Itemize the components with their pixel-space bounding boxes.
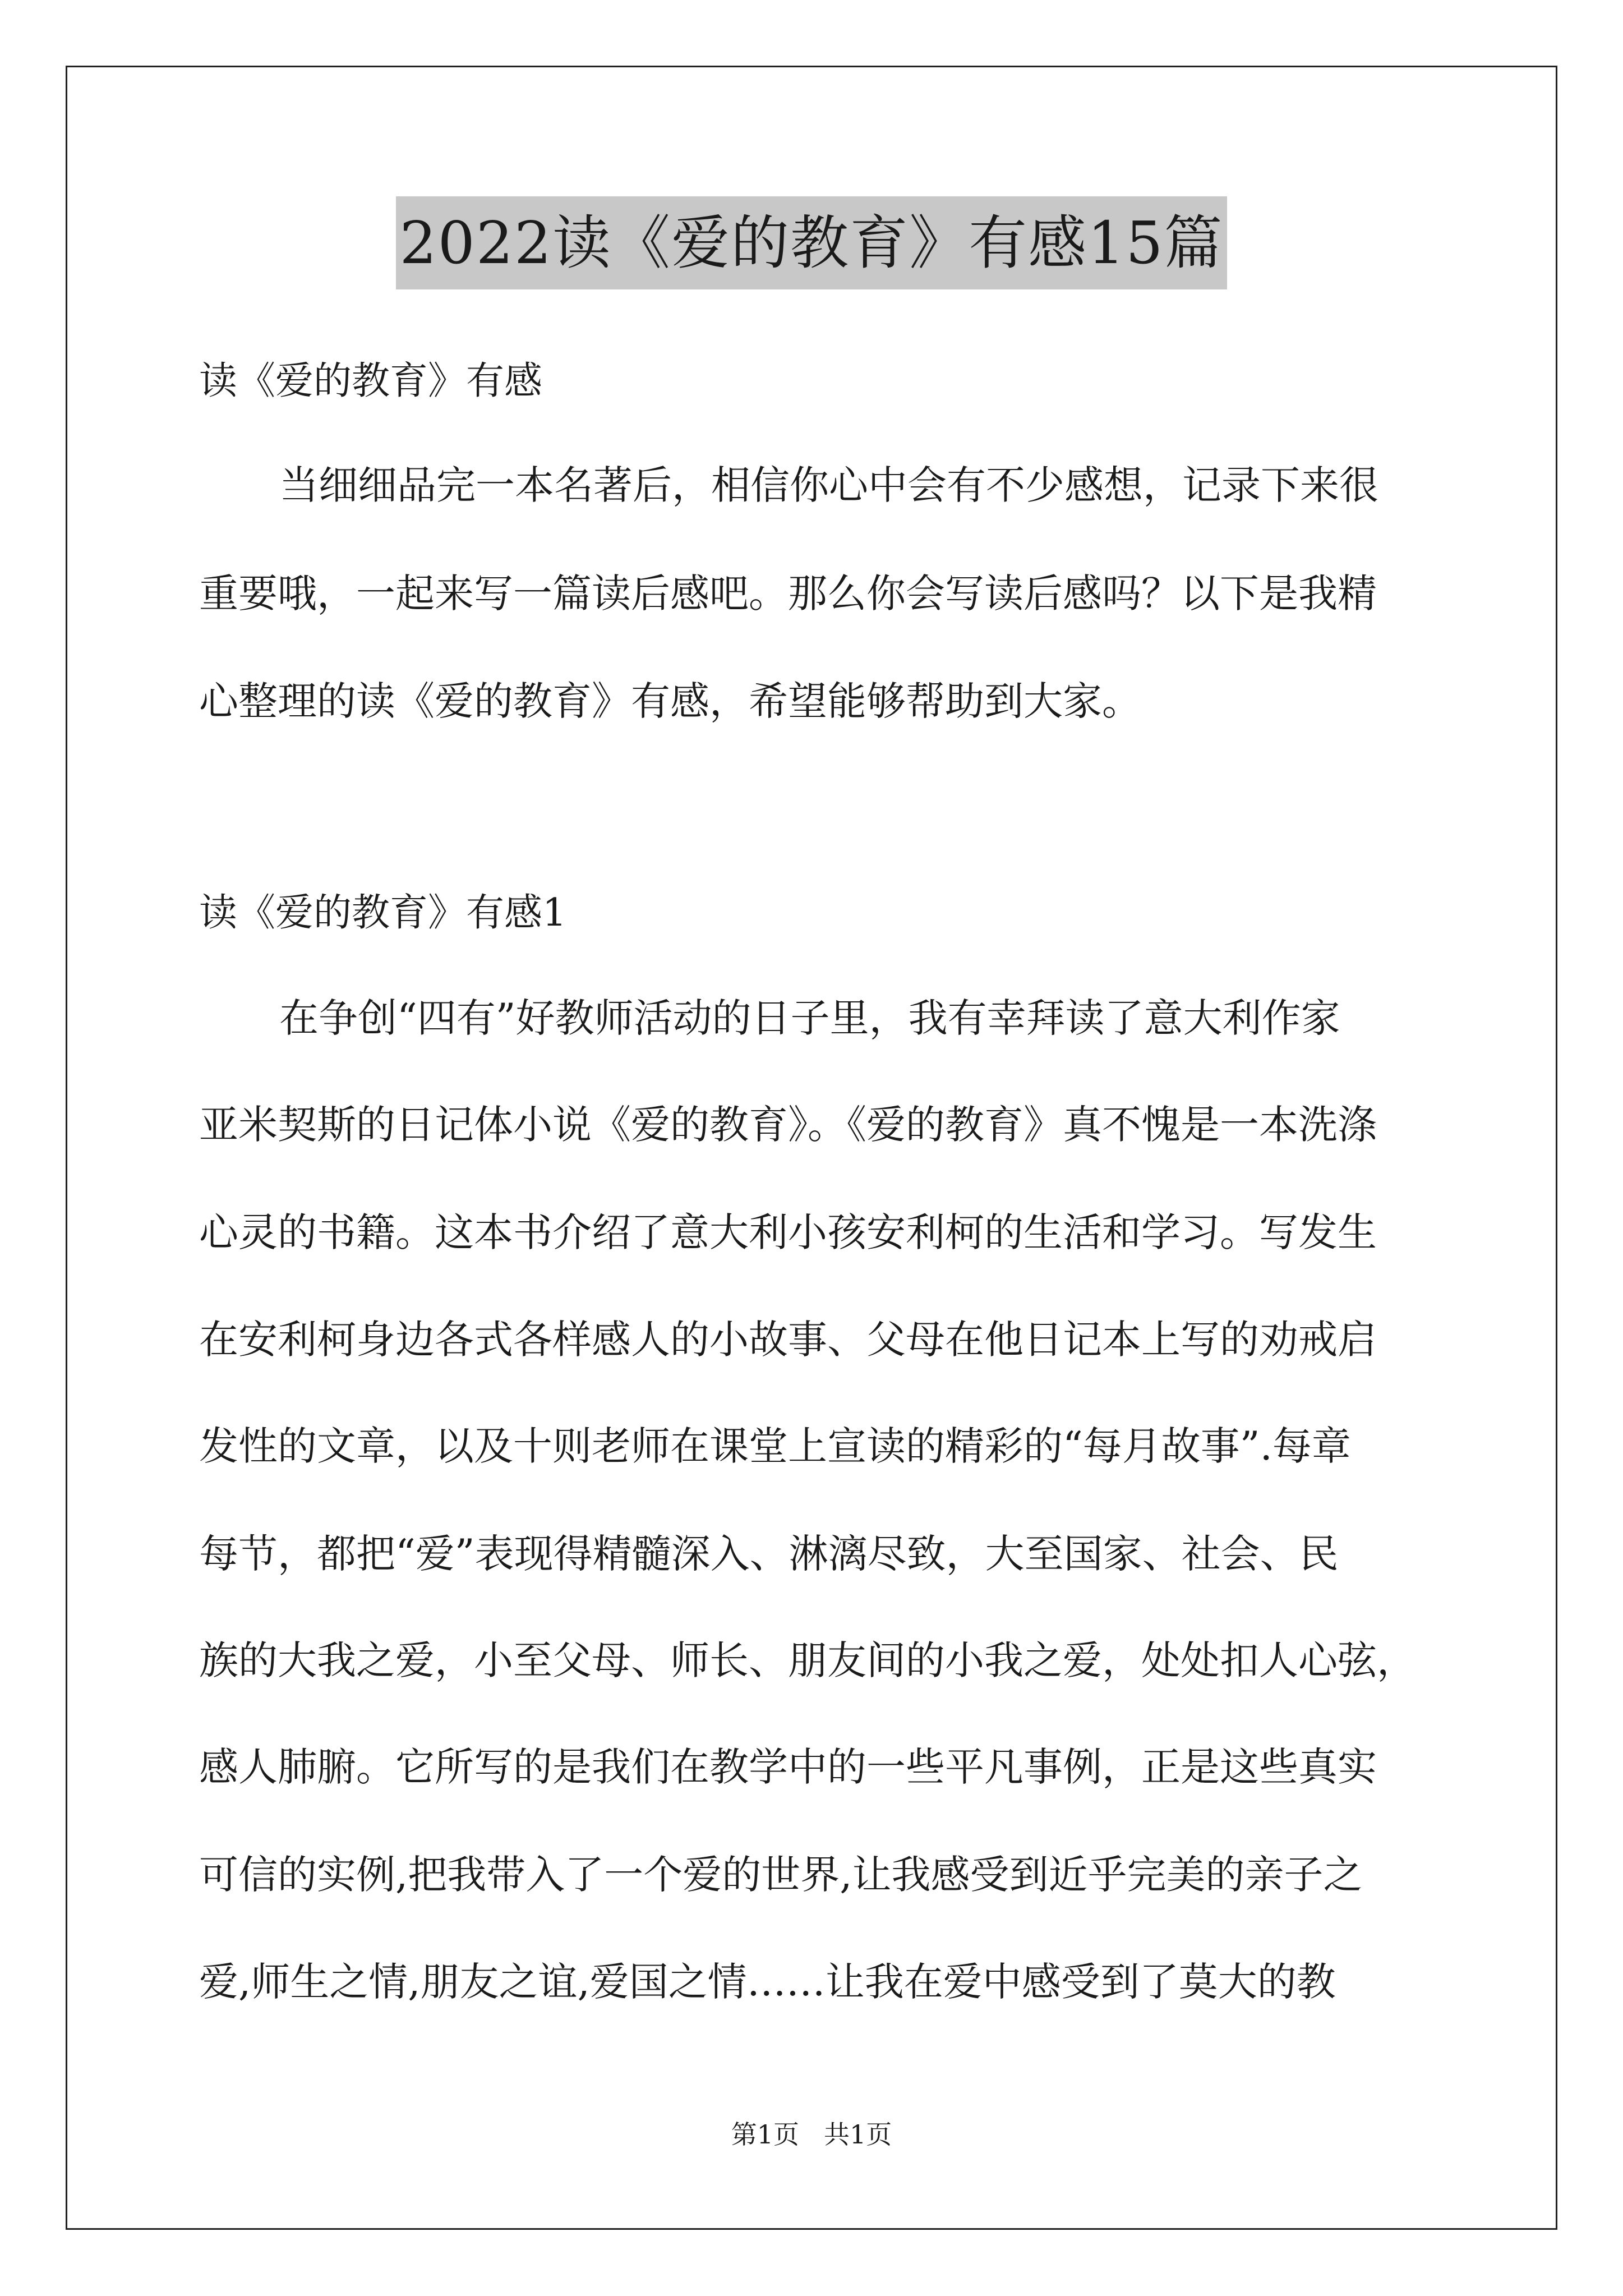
section1-line-1: 在争创“四有”好教师活动的日子里，我有幸拜读了意大利作家 [279, 995, 1340, 1041]
intro-heading: 读《爱的教育》有感 [199, 359, 543, 403]
intro-line-2: 重要哦，一起来写一篇读后感吧。那么你会写读后感吗？以下是我精 [199, 570, 1377, 616]
intro-line-3: 心整理的读《爱的教育》有感，希望能够帮助到大家。 [199, 678, 1141, 724]
section1-line-10: 爱,师生之情,朋友之谊,爱国之情……让我在爱中感受到了莫大的教 [199, 1959, 1336, 2005]
title-container [0, 196, 1623, 289]
document-title: 2022读《爱的教育》有感15篇 [396, 196, 1227, 289]
section1-line-3: 心灵的书籍。这本书介绍了意大利小孩安利柯的生活和学习。写发生 [199, 1209, 1377, 1255]
section1-line-7: 族的大我之爱，小至父母、师长、朋友间的小我之爱，处处扣人心弦， [199, 1637, 1416, 1683]
section1-line-8: 感人肺腑。它所写的是我们在教学中的一些平凡事例，正是这些真实 [199, 1744, 1377, 1790]
total-pages-label: 共1页 [824, 2119, 892, 2150]
section1-line-2: 亚米契斯的日记体小说《爱的教育》。《爱的教育》真不愧是一本洗涤 [199, 1102, 1377, 1148]
intro-line-1: 当细细品完一本名著后，相信你心中会有不少感想，记录下来很 [279, 462, 1378, 508]
page-footer [0, 2118, 1623, 2151]
section1-line-9: 可信的实例,把我带入了一个爱的世界,让我感受到近乎完美的亲子之 [199, 1852, 1363, 1898]
section1-line-4: 在安利柯身边各式各样感人的小故事、父母在他日记本上写的劝戒启 [199, 1317, 1377, 1363]
section1-heading: 读《爱的教育》有感1 [199, 891, 567, 935]
section1-line-6: 每节，都把“爱”表现得精髓深入、淋漓尽致，大至国家、社会、民 [199, 1531, 1339, 1577]
page-number-label: 第1页 [731, 2119, 799, 2150]
section1-line-5: 发性的文章，以及十则老师在课堂上宣读的精彩的“每月故事”.每章 [199, 1423, 1351, 1469]
